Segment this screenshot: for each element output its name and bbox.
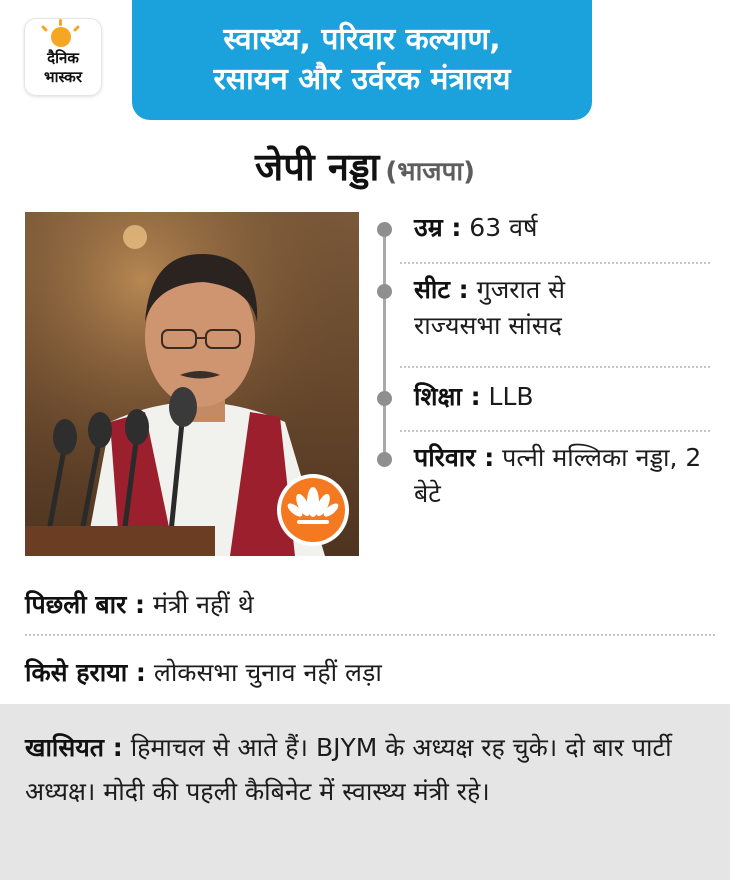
sun-ray [41, 25, 48, 32]
sun-ray [73, 25, 80, 32]
ministry-title-line1: स्वास्थ्य, परिवार कल्याण, [223, 22, 501, 57]
person-name: जेपी नड्डा [255, 145, 380, 189]
education-item [414, 379, 714, 415]
defeated-label: किसे हराया : [25, 658, 146, 687]
minister-photo [25, 212, 359, 556]
seat-value: गुजरात से राज्यसभा सांसद [414, 275, 566, 340]
previous-value: मंत्री नहीं थे [145, 590, 254, 619]
speciality-value: हिमाचल से आते हैं। BJYM के अध्यक्ष रह चुके। दो बार पार्टी अध्यक्ष। मोदी की पहली कैबिनेट में स्वास्थ्य मंत्री रहे। [25, 733, 672, 806]
timeline-dot [377, 391, 392, 406]
speciality-box [0, 704, 730, 880]
family-label: परिवार : [414, 443, 495, 472]
speciality-label: खासियत : [25, 733, 123, 762]
dainik-bhaskar-logo [24, 18, 102, 96]
timeline-dot [377, 222, 392, 237]
party-name: (भाजपा) [385, 157, 475, 187]
education-label: शिक्षा : [414, 382, 481, 411]
logo-text-line1: दैनिक [47, 49, 79, 67]
name-heading [0, 140, 730, 192]
timeline-dot [377, 284, 392, 299]
family-value: पत्नी मल्लिका नड्डा, 2 बेटे [414, 443, 702, 508]
age-item [414, 210, 714, 246]
previous-label: पिछली बार : [25, 590, 146, 619]
divider [400, 366, 710, 368]
seat-label: सीट : [414, 275, 469, 304]
previous-term-row [25, 588, 254, 622]
sun-icon [51, 27, 71, 47]
education-value: LLB [480, 382, 534, 411]
logo-text-line2: भास्कर [44, 68, 82, 86]
divider [400, 262, 710, 264]
defeated-value: लोकसभा चुनाव नहीं लड़ा [145, 658, 382, 687]
family-item [414, 440, 714, 512]
divider [25, 634, 715, 636]
defeated-row [25, 656, 382, 690]
timeline-line [383, 224, 386, 464]
ministry-title-line2: रसायन और उर्वरक मंत्रालय [213, 62, 511, 97]
sun-ray [59, 19, 62, 26]
age-label: उम्र : [414, 213, 462, 242]
photo-illustration [25, 212, 359, 556]
seat-item [414, 272, 624, 344]
speciality-text [25, 726, 705, 814]
timeline-dot [377, 452, 392, 467]
age-value: 63 वर्ष [461, 213, 538, 242]
divider [400, 430, 710, 432]
ministry-banner [132, 0, 592, 120]
